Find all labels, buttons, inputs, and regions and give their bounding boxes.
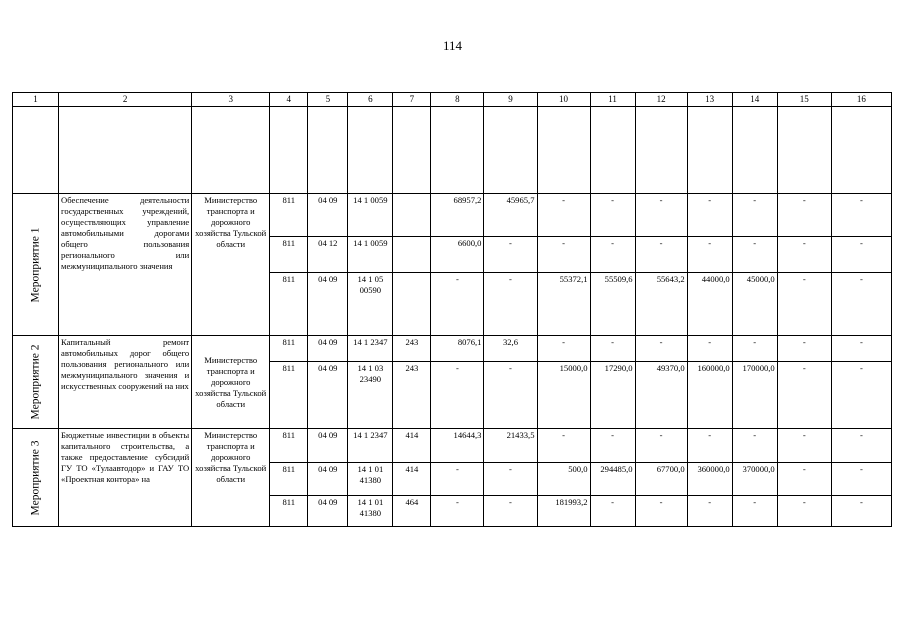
cell: - [777, 273, 831, 336]
cell: 55643,2 [635, 273, 687, 336]
cell: 243 [393, 362, 431, 429]
cell: 04 09 [308, 273, 348, 336]
cell: 811 [270, 336, 308, 362]
cell: - [831, 336, 891, 362]
cell: - [777, 194, 831, 237]
header-cell: 7 [393, 93, 431, 107]
budget-table [12, 92, 892, 527]
cell: 811 [270, 273, 308, 336]
cell: - [777, 237, 831, 273]
cell: 04 12 [308, 237, 348, 273]
cell: - [687, 336, 732, 362]
cell [393, 194, 431, 237]
cell: 14 1 0059 [348, 194, 393, 237]
cell: - [777, 336, 831, 362]
cell: - [431, 463, 484, 496]
cell: - [687, 237, 732, 273]
event-executor: Министерство транспорта и дорожного хозяйства Тульской области [192, 336, 270, 429]
cell: - [590, 496, 635, 527]
cell: 811 [270, 429, 308, 463]
cell: 14 1 2347 [348, 336, 393, 362]
table-row [13, 429, 892, 463]
cell: - [590, 336, 635, 362]
table-row [13, 194, 892, 237]
cell: - [831, 429, 891, 463]
header-cell: 11 [590, 93, 635, 107]
cell: 811 [270, 496, 308, 527]
event-executor: Министерство транспорта и дорожного хозяйства Тульской области [192, 429, 270, 527]
event-description: Капитальный ремонт автомобильных дорог общего пользования регионального или межмуниципального значения и искусственных сооружений на них [59, 336, 192, 429]
cell: 14644,3 [431, 429, 484, 463]
cell: 67700,0 [635, 463, 687, 496]
cell: 811 [270, 362, 308, 429]
cell: 45965,7 [484, 194, 537, 237]
cell: - [431, 273, 484, 336]
cell: - [635, 237, 687, 273]
cell: - [484, 463, 537, 496]
cell: - [431, 496, 484, 527]
cell: 49370,0 [635, 362, 687, 429]
event-label-cell [13, 194, 59, 336]
header-cell: 13 [687, 93, 732, 107]
cell: - [537, 429, 590, 463]
header-cell: 2 [59, 93, 192, 107]
cell: - [484, 362, 537, 429]
header-cell: 1 [13, 93, 59, 107]
cell: 811 [270, 194, 308, 237]
cell: - [831, 194, 891, 237]
cell: - [732, 336, 777, 362]
cell: 464 [393, 496, 431, 527]
header-cell: 6 [348, 93, 393, 107]
cell: - [635, 336, 687, 362]
event-label-cell [13, 336, 59, 429]
cell: 55509,6 [590, 273, 635, 336]
header-cell: 12 [635, 93, 687, 107]
cell: 243 [393, 336, 431, 362]
cell: 04 09 [308, 496, 348, 527]
cell: - [590, 429, 635, 463]
cell: - [635, 429, 687, 463]
cell: - [831, 496, 891, 527]
cell: 500,0 [537, 463, 590, 496]
cell: - [635, 496, 687, 527]
cell [393, 273, 431, 336]
cell: 44000,0 [687, 273, 732, 336]
header-cell: 5 [308, 93, 348, 107]
cell: 55372,1 [537, 273, 590, 336]
cell: - [687, 496, 732, 527]
cell: 360000,0 [687, 463, 732, 496]
cell: - [732, 237, 777, 273]
cell: 414 [393, 463, 431, 496]
cell: 811 [270, 463, 308, 496]
cell: 294485,0 [590, 463, 635, 496]
cell: 181993,2 [537, 496, 590, 527]
cell: 21433,5 [484, 429, 537, 463]
cell: 811 [270, 237, 308, 273]
cell: 68957,2 [431, 194, 484, 237]
cell: - [687, 429, 732, 463]
event-executor: Министерство транспорта и дорожного хозяйства Тульской области [192, 194, 270, 336]
event-description: Бюджетные инвестиции в объекты капитального строительства, а также предоставление субсидий ГУ ТО «Тулаавтодор» и ГАУ ТО «Проектная контора» на [59, 429, 192, 527]
event-label: Мероприятие 3 [29, 440, 42, 515]
cell: 17290,0 [590, 362, 635, 429]
header-cell: 14 [732, 93, 777, 107]
cell: 14 1 03 23490 [348, 362, 393, 429]
cell: - [431, 362, 484, 429]
cell: 04 09 [308, 336, 348, 362]
cell: 14 1 05 00590 [348, 273, 393, 336]
blank-row [13, 107, 892, 194]
cell: 04 09 [308, 362, 348, 429]
event-label: Мероприятие 1 [29, 227, 42, 302]
cell: - [831, 362, 891, 429]
header-cell: 15 [777, 93, 831, 107]
table-row [13, 336, 892, 362]
cell: 14 1 0059 [348, 237, 393, 273]
cell: - [831, 463, 891, 496]
cell: - [777, 463, 831, 496]
cell: 170000,0 [732, 362, 777, 429]
header-cell: 3 [192, 93, 270, 107]
cell: 04 09 [308, 463, 348, 496]
cell: 15000,0 [537, 362, 590, 429]
event-description: Обеспечение деятельности государственных учреждений, осуществляющих управление автомобильными дорогами общего пользования регионального или межмуниципального значения [59, 194, 192, 336]
cell: - [777, 429, 831, 463]
event-label-cell [13, 429, 59, 527]
cell: - [777, 496, 831, 527]
header-cell: 10 [537, 93, 590, 107]
cell: - [732, 194, 777, 237]
page-number: 114 [442, 38, 463, 53]
header-cell: 4 [270, 93, 308, 107]
cell: - [484, 496, 537, 527]
cell: - [635, 194, 687, 237]
cell: 414 [393, 429, 431, 463]
header-row [13, 93, 892, 107]
cell: - [537, 237, 590, 273]
cell: - [732, 496, 777, 527]
cell: 14 1 01 41380 [348, 496, 393, 527]
cell: - [537, 194, 590, 237]
cell: 32,6 [484, 336, 537, 362]
cell: 45000,0 [732, 273, 777, 336]
cell: - [831, 273, 891, 336]
cell: 370000,0 [732, 463, 777, 496]
cell: 14 1 01 41380 [348, 463, 393, 496]
cell: 14 1 2347 [348, 429, 393, 463]
cell: - [687, 194, 732, 237]
cell: - [590, 194, 635, 237]
header-cell: 16 [831, 93, 891, 107]
cell: - [732, 429, 777, 463]
header-cell: 8 [431, 93, 484, 107]
cell: - [590, 237, 635, 273]
cell: - [537, 336, 590, 362]
cell: - [831, 237, 891, 273]
cell [393, 237, 431, 273]
header-cell: 9 [484, 93, 537, 107]
cell: - [484, 237, 537, 273]
cell: 04 09 [308, 194, 348, 237]
cell: 04 09 [308, 429, 348, 463]
cell: 8076,1 [431, 336, 484, 362]
event-label: Мероприятие 2 [29, 344, 42, 420]
cell: 6600,0 [431, 237, 484, 273]
cell: - [777, 362, 831, 429]
cell: - [484, 273, 537, 336]
cell: 160000,0 [687, 362, 732, 429]
